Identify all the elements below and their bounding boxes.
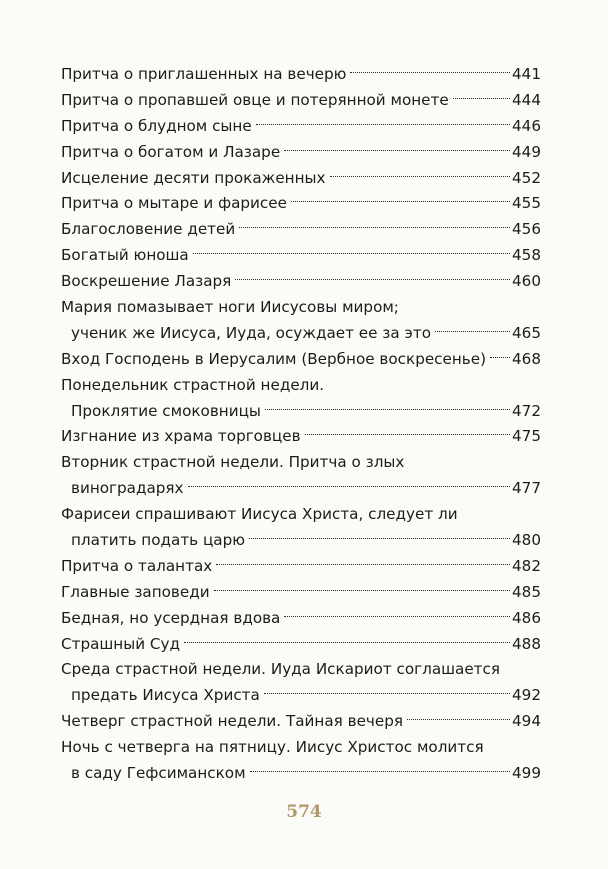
- toc-entry: [61, 528, 541, 554]
- toc-entry-page: 485: [512, 582, 541, 601]
- toc-entry: [61, 657, 541, 683]
- toc-entry-page: 441: [512, 65, 541, 83]
- toc-entry-title: Притча о талантах: [61, 556, 213, 575]
- table-of-contents: [61, 62, 541, 787]
- toc-entry-title: Изгнание из храма торговцев: [61, 427, 301, 446]
- dot-leader: [284, 149, 510, 151]
- dot-leader: [250, 770, 510, 772]
- toc-entry-page: 458: [512, 246, 541, 265]
- toc-entry: [61, 347, 541, 373]
- dot-leader: [239, 226, 510, 228]
- toc-entry-title: Четверг страстной недели. Тайная вечеря: [61, 712, 404, 731]
- dot-leader: [350, 71, 510, 73]
- dot-leader: [291, 200, 510, 202]
- toc-entry-page: 455: [512, 194, 541, 213]
- toc-entry: [61, 399, 541, 425]
- dot-leader: [435, 330, 510, 332]
- toc-entry-title: Притча о приглашенных на вечерю: [61, 65, 347, 83]
- toc-entry-title: Богатый юноша: [61, 246, 189, 265]
- toc-entry-page: 472: [512, 401, 541, 420]
- toc-entry: [61, 554, 541, 580]
- toc-entry-title: ученик же Иисуса, Иуда, осуждает ее за это: [71, 323, 431, 342]
- dot-leader: [193, 252, 510, 254]
- toc-entry-title: Притча о блудном сыне: [61, 116, 252, 135]
- toc-entry: [61, 424, 541, 450]
- toc-entry-page: 488: [512, 634, 541, 653]
- dot-leader: [235, 278, 510, 280]
- toc-entry-title: Вход Господень в Иерусалим (Вербное воскресенье): [61, 349, 487, 368]
- dot-leader: [265, 408, 510, 410]
- toc-entry: [61, 709, 541, 735]
- toc-entry: [61, 295, 541, 321]
- toc-entry-page: 499: [512, 764, 541, 783]
- toc-entry-title: Среда страстной недели. Иуда Искариот соглашается: [61, 660, 501, 679]
- toc-entry-title: Ночь с четверга на пятницу. Иисус Христос молится: [61, 738, 484, 757]
- toc-entry-page: 494: [512, 712, 541, 731]
- dot-leader: [249, 537, 510, 539]
- toc-entry: [61, 735, 541, 761]
- toc-entry-title: Фарисеи спрашивают Иисуса Христа, следует ли: [61, 505, 458, 524]
- toc-entry: [61, 321, 541, 347]
- toc-entry: [61, 88, 541, 114]
- toc-entry: [61, 502, 541, 528]
- toc-entry-title: Страшный Суд: [61, 634, 181, 653]
- toc-entry: [61, 450, 541, 476]
- toc-entry-title: Вторник страстной недели. Притча о злых: [61, 453, 405, 472]
- toc-entry-page: 444: [512, 90, 541, 109]
- dot-leader: [284, 615, 510, 617]
- toc-entry-title: Воскрешение Лазаря: [61, 272, 232, 291]
- page-number: 574: [286, 802, 322, 822]
- toc-entry: [61, 140, 541, 166]
- toc-entry: [61, 114, 541, 140]
- dot-leader: [490, 356, 510, 358]
- toc-entry-title: Притча о мытаре и фарисее: [61, 194, 287, 213]
- toc-entry: [61, 373, 541, 399]
- dot-leader: [256, 123, 510, 125]
- dot-leader: [214, 589, 510, 591]
- toc-entry-title: Исцеление десяти прокаженных: [61, 168, 326, 187]
- toc-entry-page: 486: [512, 608, 541, 627]
- toc-entry-title: Понедельник страстной недели.: [61, 375, 325, 394]
- toc-entry-title: Бедная, но усердная вдова: [61, 608, 281, 627]
- toc-entry-title: предать Иисуса Христа: [71, 686, 260, 705]
- toc-entry: [61, 580, 541, 606]
- toc-entry: [61, 632, 541, 658]
- dot-leader: [305, 433, 510, 435]
- toc-entry-title: Притча о богатом и Лазаре: [61, 142, 281, 161]
- toc-entry: [61, 243, 541, 269]
- toc-entry-title: Мария помазывает ноги Иисусовы миром;: [61, 298, 399, 317]
- toc-entry-title: платить подать царю: [71, 531, 246, 550]
- dot-leader: [184, 641, 510, 643]
- dot-leader: [330, 175, 511, 177]
- toc-entry-title: виноградарях: [71, 479, 184, 498]
- toc-entry-page: 475: [512, 427, 541, 446]
- toc-entry-page: 480: [512, 531, 541, 550]
- dot-leader: [453, 97, 510, 99]
- toc-entry-title: Проклятие смоковницы: [71, 401, 261, 420]
- toc-entry-page: 460: [512, 272, 541, 291]
- toc-entry: [61, 62, 541, 88]
- toc-entry-page: 465: [512, 323, 541, 342]
- toc-entry-page: 468: [512, 349, 541, 368]
- toc-entry-page: 452: [512, 168, 541, 187]
- toc-entry-page: 449: [512, 142, 541, 161]
- toc-entry-page: 456: [512, 220, 541, 239]
- dot-leader: [264, 692, 510, 694]
- toc-entry-page: 482: [512, 556, 541, 575]
- toc-entry-page: 477: [512, 479, 541, 498]
- toc-entry: [61, 217, 541, 243]
- toc-entry-title: Главные заповеди: [61, 582, 210, 601]
- dot-leader: [407, 718, 510, 720]
- toc-entry: [61, 683, 541, 709]
- dot-leader: [188, 485, 510, 487]
- toc-entry: [61, 476, 541, 502]
- toc-entry: [61, 269, 541, 295]
- toc-entry: [61, 761, 541, 787]
- toc-entry: [61, 166, 541, 192]
- toc-entry-title: Благословение детей: [61, 220, 236, 239]
- toc-entry-page: 446: [512, 116, 541, 135]
- dot-leader: [216, 563, 510, 565]
- toc-entry: [61, 191, 541, 217]
- toc-entry-title: в саду Гефсиманском: [71, 764, 246, 783]
- toc-entry: [61, 606, 541, 632]
- toc-entry-title: Притча о пропавшей овце и потерянной монете: [61, 90, 449, 109]
- toc-entry-page: 492: [512, 686, 541, 705]
